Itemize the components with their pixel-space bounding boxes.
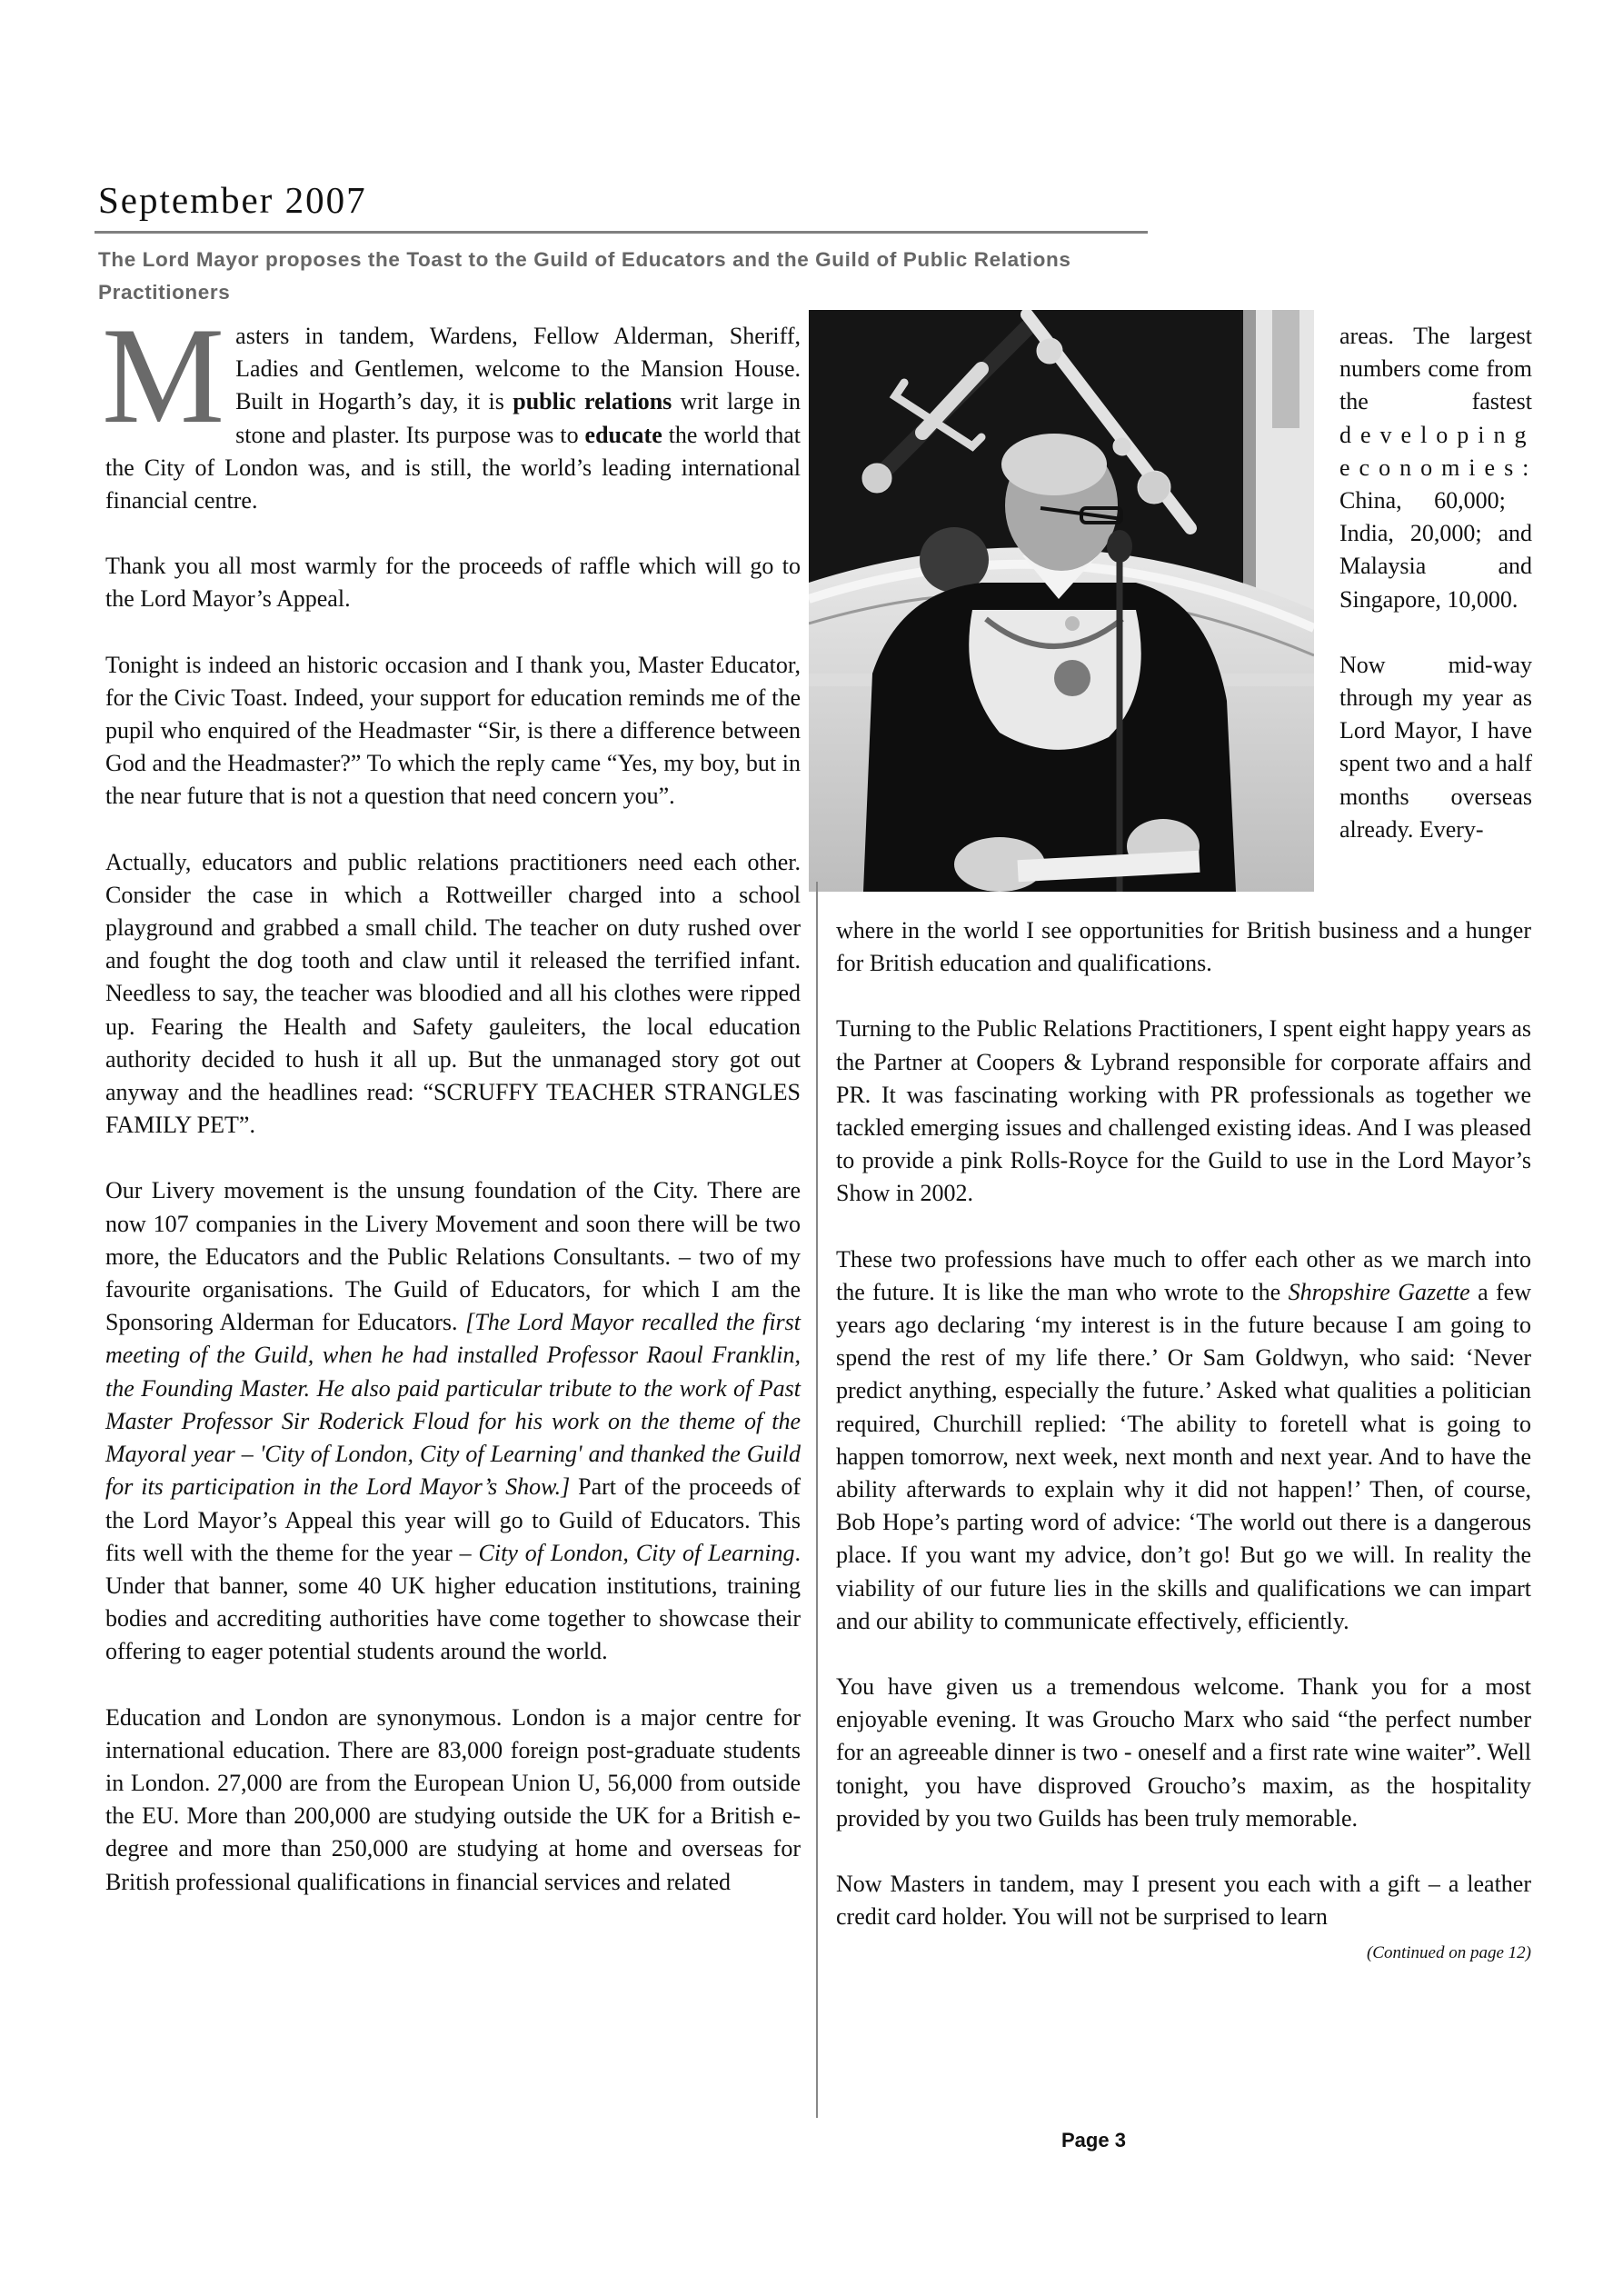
paragraph-pr-practitioners: Turning to the Public Relations Practitioners, I spent eight happy years as the Partner at Coopers & Lybrand responsible for corporate affairs and PR. It was fascinating working with PR professionals as together we tackled emerging issues and challenged existing ideas. And I was pleased to provide a pink Rolls-Royce for the Guild to use in the Lord Mayor’s Show in 2002. — [836, 1015, 1531, 1207]
right-column — [836, 914, 1531, 1971]
italic-shropshire-gazette: Shropshire Gazette — [1288, 1278, 1470, 1305]
lord-mayor-photo — [809, 310, 1314, 892]
article-headline: The Lord Mayor proposes the Toast to the Guild of Educators and the Guild of Public Relations Practitioners — [98, 248, 1071, 304]
title-rule — [95, 231, 1148, 234]
narrow-column — [1339, 320, 1538, 879]
paragraph-economies: areas. The largest numbers come from the fastest developing economies: China, 60,000; India, 20,000; and Malaysia and Singapore, 10,000. — [1339, 323, 1538, 613]
issue-date: September 2007 — [98, 179, 367, 221]
paragraph-midway: Now mid-way through my year as Lord Mayor, I have spent two and a half months overseas already. Every- — [1339, 651, 1532, 843]
paragraph-welcome: You have given us a tremendous welcome. Thank you for a most enjoyable evening. It was Groucho Marx who said “the perfect number for an agreeable dinner is two - oneself and a first rate wine waiter”. Well tonight, you have disproved Groucho’s maxim, as the hospitality provided by you two Guilds has been truly memorable. — [836, 1673, 1531, 1832]
paragraph-education-london: Education and London are synonymous. London is a major centre for international education. There are 83,000 foreign post-graduate students in London. 27,000 are from the European Union U, 56,000 from outside the EU. More than 200,000 are studying outside the UK for a British e-degree and more than 250,000 are studying at home and overseas for British professional qualifications in financial services and related — [105, 1703, 801, 1895]
page-number: Page 3 — [1061, 2129, 1126, 2151]
italic-aside: [The Lord Mayor recalled the first meeting of the Guild, when he had installed Professor Raoul Franklin, the Founding Master. He also paid particular tribute to the work of Past Master Professor Sir Roderick Floud for his work on the theme of the Mayoral year – 'City of London, City of Learning' and thanked the Guild for its participation in the Lord Mayor’s Show.] — [105, 1309, 801, 1501]
paragraph-civic-toast: Tonight is indeed an historic occasion and I thank you, Master Educator, for the Civic Toast. Indeed, your support for education reminds me of the pupil who enquired of the Headmaster “Sir, is there a difference between God and the Headmaster?” To which the reply came “Yes, my boy, but in the near future that is not a question that need concern you”. — [105, 651, 801, 810]
paragraph-two-professions: These two professions have much to offer each other as we march into the future. It is like the man who wrote to the Shropshire Gazette a few years ago declaring ‘my interest is in the future because I am going to spend the rest of my life there.’ Or Sam Goldwyn, who said: ‘Never predict anything, especially the future.’ Asked what qualities a politician required, Churchill replied: ‘The ability to foretell what is going to happen tomorrow, next week, next month and next year. And to have the ability afterwards to explain why it did not happen!’ Then, of course, Bob Hope’s parting word of advice: ‘The world out there is a dangerous place. If you want my advice, don’t go! But go we will. In reality the viability of our future lies in the skills and qualifications we can impart and our ability to communicate effectively, efficiently. — [836, 1245, 1532, 1634]
bold-public-relations: public relations — [513, 388, 672, 415]
left-column — [102, 299, 801, 1932]
column-divider — [816, 882, 818, 2118]
paragraph-raffle: Thank you all most warmly for the proceeds of raffle which will go to the Lord Mayor’s Appeal. — [105, 553, 801, 613]
bold-educate: educate — [584, 421, 662, 448]
drop-cap: M — [102, 299, 225, 452]
paragraph-intro: Masters in tandem, Wardens, Fellow Alderman, Sheriff, Ladies and Gentlemen, welcome to the Mansion House. Built in Hogarth’s day, it is public relations writ large in stone and plaster. Its purpose was to educate the world that the City of London was, and is still, the world’s leading international financial centre. — [102, 299, 801, 514]
italic-theme: City of London, City of Learning — [478, 1539, 795, 1566]
paragraph-rottweiler: Actually, educators and public relations practitioners need each other. Consider the case in which a Rottweiller charged into a school playground and grabbed a small child. The teacher on duty rushed over and fought the dog tooth and claw until it released the terrified infant. Needless to say, the teacher was bloodied and all his clothes were ripped up. Fearing the Health and Safety gauleiters, the local education authority decided to hush it all up. But the unmanaged story got out anyway and the headlines read: “SCRUFFY TEACHER STRANGLES FAMILY PET”. — [105, 848, 801, 1139]
paragraph-livery: Our Livery movement is the unsung foundation of the City. There are now 107 companies in the Livery Movement and soon there will be two more, the Educators and the Public Relations Consultants. – two of my favourite organisations. The Guild of Educators, for which I am the Sponsoring Alderman for Educators. [The Lord Mayor recalled the first meeting of the Guild, when he had installed Professor Raoul Franklin, the Founding Master. He also paid particular tribute to the work of Past Master Professor Sir Roderick Floud for his work on the theme of the Mayoral year – 'City of London, City of Learning' and thanked the Guild for its participation in the Lord Mayor’s Show.] Part of the proceeds of the Lord Mayor’s Appeal this year will go to Guild of Educators. This fits well with the theme for the year – City of London, City of Learning. Under that banner, some 40 UK higher education institutions, training bodies and accrediting authorities have come together to showcase their offering to eager potential students around the world. — [105, 1177, 801, 1665]
paragraph-opportunities: where in the world I see opportunities for British business and a hunger for British education and qualifications. — [836, 917, 1531, 977]
photo-illustration — [809, 310, 1314, 892]
continued-note: (Continued on page 12) — [1366, 1943, 1531, 1963]
paragraph-gift: Now Masters in tandem, may I present you each with a gift – a leather credit card holder. You will not be surprised to learn — [836, 1871, 1531, 1931]
